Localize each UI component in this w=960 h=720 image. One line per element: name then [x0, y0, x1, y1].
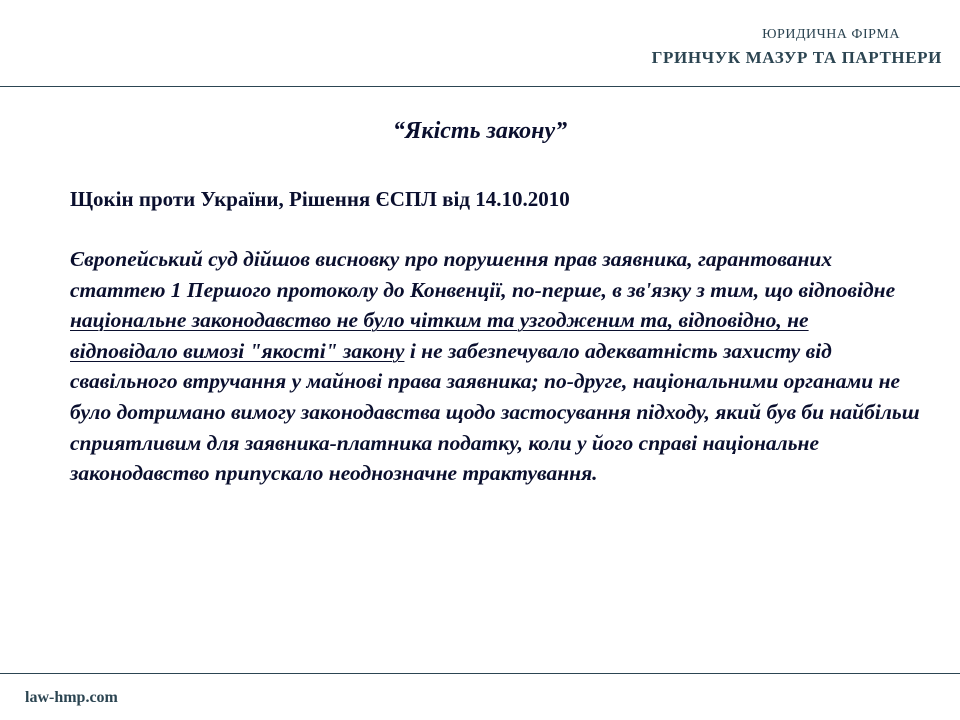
firm-subtitle: ЮРИДИЧНА ФІРМА: [762, 27, 900, 42]
case-heading: Щокін проти України, Рішення ЄСПЛ від 14.10.2010: [70, 187, 570, 211]
body-text-underlined: національне законодавство не було чітким та узгодженим та, відповідно, не відповідало вимозі "якості" закону: [70, 308, 809, 363]
body-text-part2: і не забезпечувало адекватність захисту від свавільного втручання у майнові права заявника; по-друге, національними органами не було дотримано вимогу законодавства щодо застосування підходу, який був би найбільш сприятливим для заявника-платника податку, коли у його справі національне законодавство припускало неоднозначне трактування.: [70, 338, 920, 486]
body-text-part1: Європейський суд дійшов висновку про порушення прав заявника, гарантованих статтею 1 Першого протоколу до Конвенції, по-перше, в зв'язку з тим, що відповідне: [70, 247, 896, 302]
slide-title: “Якість закону”: [392, 118, 568, 144]
body-paragraph: [70, 244, 920, 489]
firm-name: ГРИНЧУК МАЗУР ТА ПАРТНЕРИ: [651, 48, 942, 67]
footer-divider: [0, 673, 960, 674]
footer-url: law-hmp.com: [25, 689, 118, 706]
header-divider: [0, 86, 960, 87]
